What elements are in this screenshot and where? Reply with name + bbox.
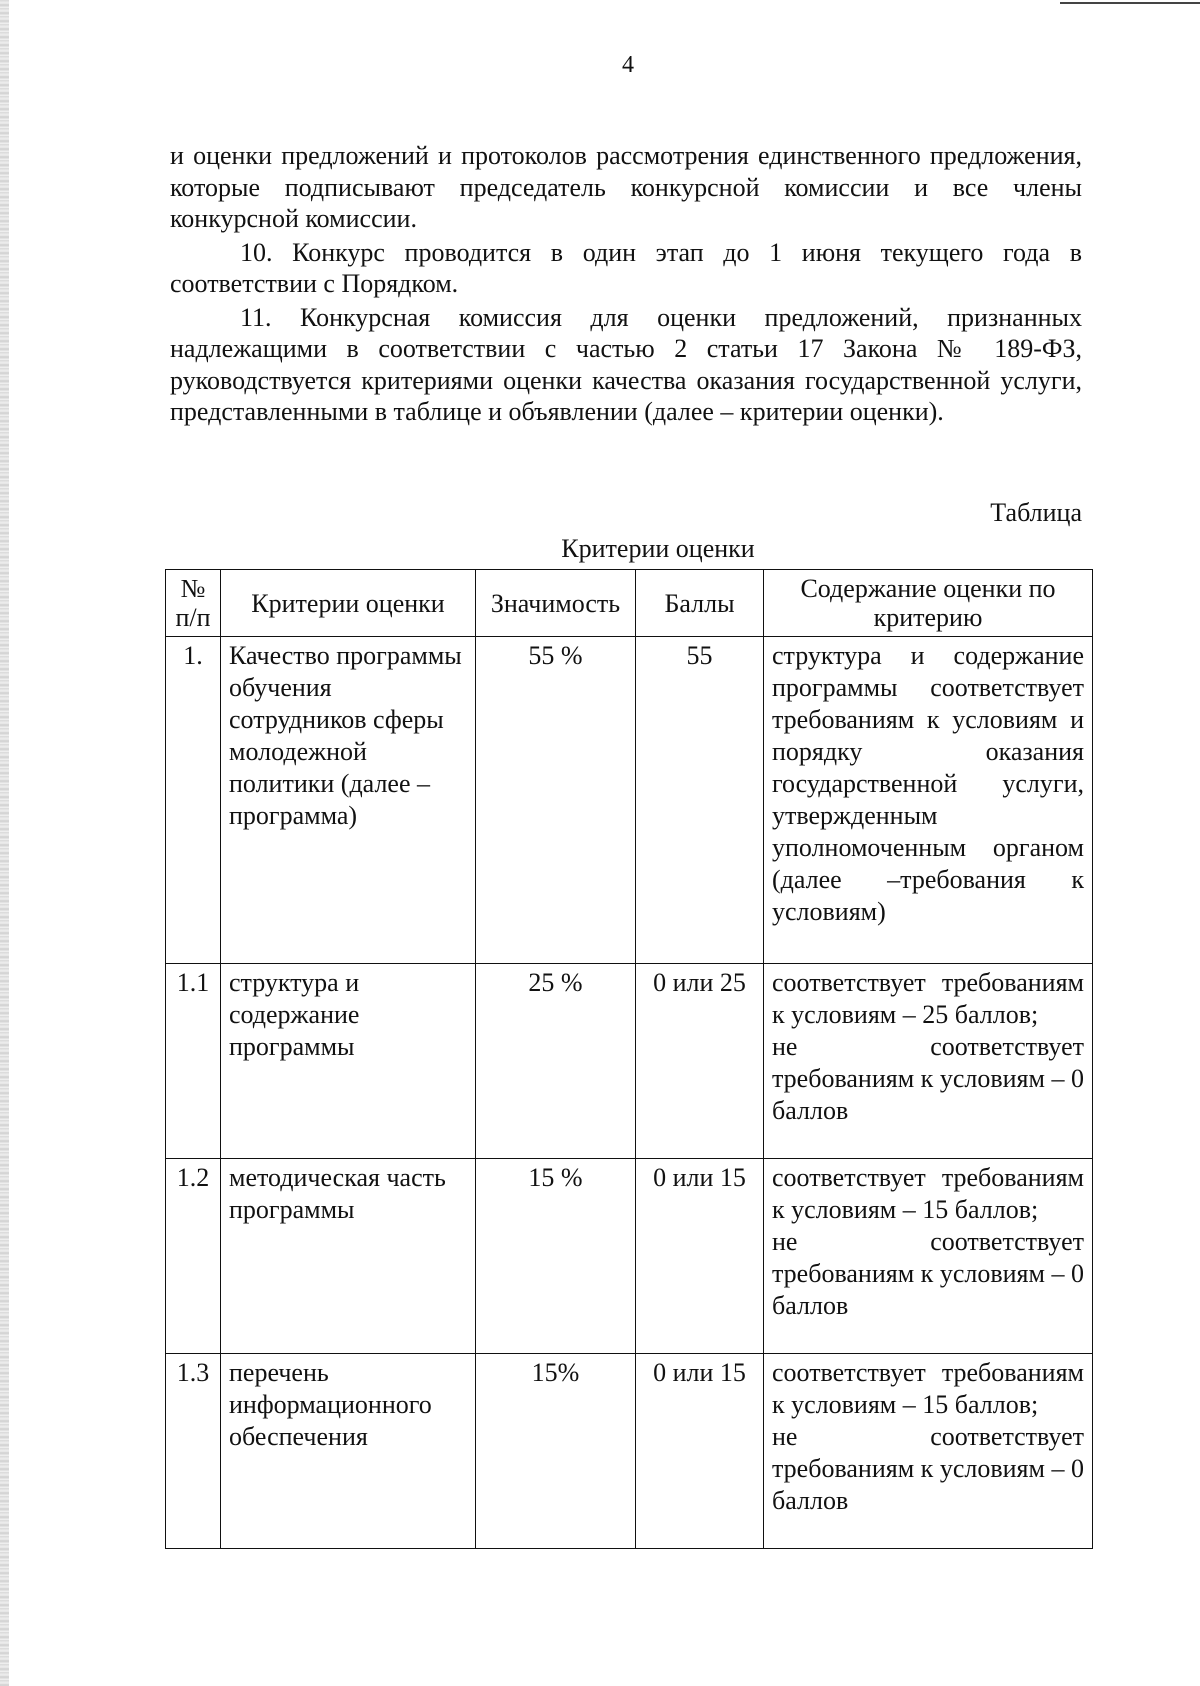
table-title: Критерии оценки bbox=[561, 534, 755, 563]
row-criterion: структура и содержание программы bbox=[221, 964, 476, 1159]
header-points: Баллы bbox=[636, 570, 764, 637]
row-criterion: перечень информационного обеспечения bbox=[221, 1354, 476, 1549]
table-row bbox=[166, 637, 1093, 964]
row-content-line: не соответствует требованиям к условиям – 0 баллов bbox=[772, 1032, 1084, 1125]
scan-edge bbox=[0, 0, 9, 1686]
header-weight: Значимость bbox=[476, 570, 636, 637]
row-criterion: Качество программы обучения сотрудников сферы молодежной политики (далее – программа) bbox=[221, 637, 476, 964]
row-content-line: не соответствует требованиям к условиям – 0 баллов bbox=[772, 1227, 1084, 1320]
body-text bbox=[170, 140, 1082, 428]
row-criterion: методическая часть программы bbox=[221, 1159, 476, 1354]
table-row bbox=[166, 1354, 1093, 1549]
row-content bbox=[764, 1159, 1093, 1354]
row-num: 1.1 bbox=[166, 964, 221, 1159]
header-criterion: Критерии оценки bbox=[221, 570, 476, 637]
row-content-line: не соответствует требованиям к условиям – 0 баллов bbox=[772, 1422, 1084, 1515]
table-row bbox=[166, 964, 1093, 1159]
table-label: Таблица bbox=[990, 498, 1082, 527]
row-weight: 55 % bbox=[476, 637, 636, 964]
table-header-row bbox=[166, 570, 1093, 637]
row-num: 1.3 bbox=[166, 1354, 221, 1549]
table-row bbox=[166, 1159, 1093, 1354]
row-content-line: соответствует требованиям к условиям – 15 баллов; bbox=[772, 1358, 1084, 1419]
row-content-line: соответствует требованиям к условиям – 25 баллов; bbox=[772, 968, 1084, 1029]
row-points: 55 bbox=[636, 637, 764, 964]
row-content bbox=[764, 637, 1093, 964]
row-content-line: соответствует требованиям к условиям – 15 баллов; bbox=[772, 1163, 1084, 1224]
row-content bbox=[764, 964, 1093, 1159]
top-rule bbox=[1060, 2, 1200, 4]
row-weight: 15 % bbox=[476, 1159, 636, 1354]
page-number: 4 bbox=[622, 52, 634, 78]
row-points: 0 или 15 bbox=[636, 1159, 764, 1354]
row-num: 1.2 bbox=[166, 1159, 221, 1354]
row-points: 0 или 15 bbox=[636, 1354, 764, 1549]
row-content bbox=[764, 1354, 1093, 1549]
paragraph-10: 10. Конкурс проводится в один этап до 1 июня текущего года в соответствии с Порядком. bbox=[170, 237, 1082, 298]
row-num: 1. bbox=[166, 637, 221, 964]
row-points: 0 или 25 bbox=[636, 964, 764, 1159]
row-weight: 15% bbox=[476, 1354, 636, 1549]
header-num: № п/п bbox=[166, 570, 221, 637]
row-weight: 25 % bbox=[476, 964, 636, 1159]
criteria-table bbox=[165, 569, 1093, 1549]
paragraph-continuation: и оценки предложений и протоколов рассмотрения единственного предложения, которые подписывают председатель конкурсной комиссии и все члены конкурсной комиссии. bbox=[170, 141, 1082, 233]
paragraph-11: 11. Конкурсная комиссия для оценки предложений, признанных надлежащими в соответствии с частью 2 статьи 17 Закона № 189-ФЗ, руководствуется критериями оценки качества оказания государственной услуги, представленными в таблице и объявлении (далее – критерии оценки). bbox=[170, 302, 1082, 426]
row-content-line: структура и содержание программы соответствует требованиям к условиям и порядку оказания государственной услуги, утвержденным уполномоченным органом (далее –требования к условиям) bbox=[772, 641, 1084, 926]
header-content: Содержание оценки по критерию bbox=[764, 570, 1093, 637]
